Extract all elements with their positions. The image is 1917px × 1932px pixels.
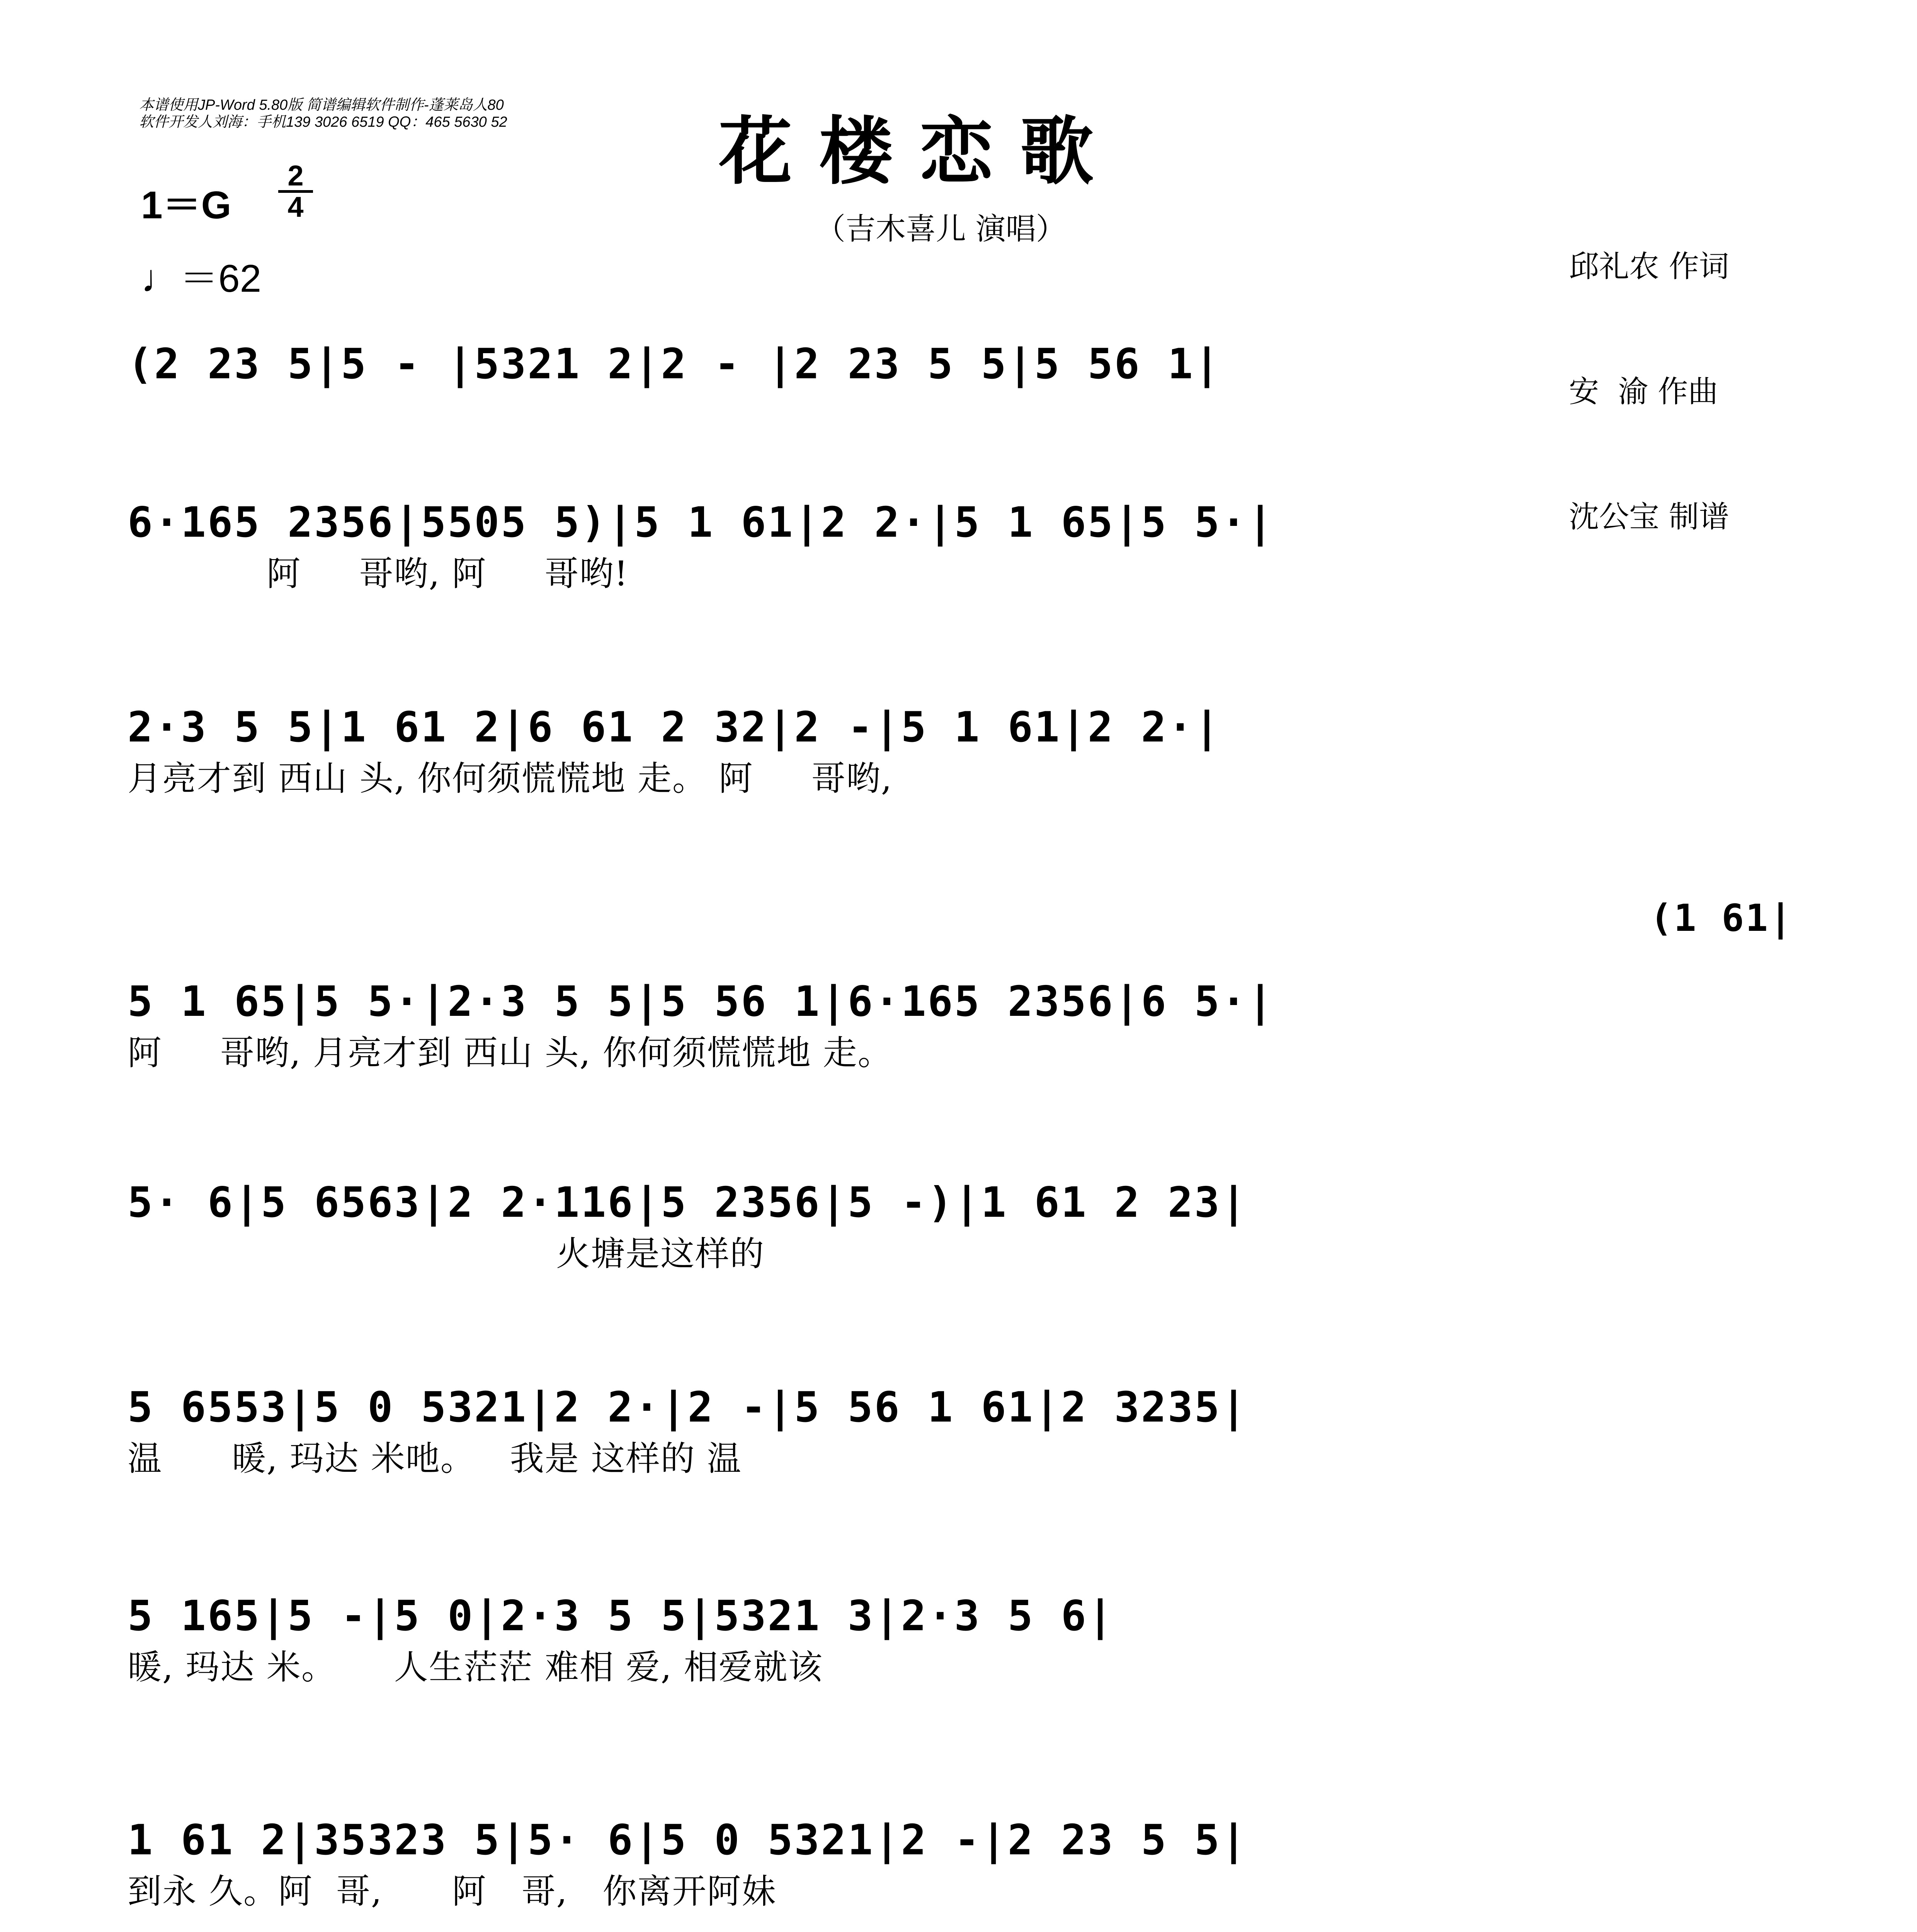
- notes-system-2: 6·165 2356|5505 5)|5 1 61|2 2·|5 1 65|5 5·|: [128, 498, 1274, 547]
- notes-system-3: 2·3 5 5|1 61 2|6 61 2 32|2 -|5 1 61|2 2·|: [128, 703, 1221, 752]
- lyricist-credit: 邱礼农 作词: [1569, 249, 1729, 284]
- system-3: [128, 703, 1789, 800]
- composer-credit: 安 渝 作曲: [1569, 374, 1718, 409]
- system-4: [128, 978, 1789, 1075]
- notes-system-8: 1 61 2|35323 5|5· 6|5 0 5321|2 -|2 23 5 5|: [128, 1816, 1248, 1864]
- system-8: [128, 1816, 1789, 1913]
- notes-system-4: 5 1 65|5 5·|2·3 5 5|5 56 1|6·165 2356|6 5·|: [128, 978, 1274, 1026]
- lyrics-system-2: 阿 哥哟, 阿 哥哟!: [128, 554, 629, 594]
- lyrics-system-7: 暖, 玛达 米。 人生茫茫 难相 爱, 相爱就该: [128, 1647, 823, 1687]
- lyrics-system-8: 到永 久。阿 哥, 阿 哥, 你离开阿妹: [128, 1871, 777, 1911]
- lyrics-system-5: 火塘是这样的: [128, 1234, 765, 1274]
- transcriber-credit: 沈公宝 制谱: [1569, 500, 1729, 534]
- lyrics-system-4: 阿 哥哟, 月亮才到 西山 头, 你何须慌慌地 走。: [128, 1033, 893, 1073]
- system-6: [128, 1383, 1789, 1480]
- interlude-cue: (1 61|: [1650, 896, 1793, 940]
- tempo-marking: ♩＝62: [141, 257, 262, 300]
- software-note-line1: 本谱使用JP-Word 5.80版 简谱编辑软件制作-蓬莱岛人80: [139, 97, 504, 113]
- song-title: 花楼恋歌: [719, 108, 1121, 194]
- notes-system-6: 5 6553|5 0 5321|2 2·|2 -|5 56 1 61|2 3235|: [128, 1383, 1248, 1432]
- song-subtitle: （吉木喜儿 演唱）: [815, 212, 1066, 247]
- software-note-line2: 软件开发人刘海：手机139 3026 6519 QQ：465 5630 52: [139, 114, 507, 130]
- lyrics-system-6: 温 暖, 玛达 米吔。 我是 这样的 温: [128, 1439, 742, 1478]
- system-7: [128, 1592, 1789, 1689]
- software-note: [139, 97, 507, 131]
- notes-system-7: 5 165|5 -|5 0|2·3 5 5|5321 3|2·3 5 6|: [128, 1592, 1114, 1640]
- notes-system-1: (2 23 5|5 - |5321 2|2 - |2 23 5 5|5 56 1|: [128, 340, 1221, 388]
- notes-system-5: 5· 6|5 6563|2 2·116|5 2356|5 -)|1 61 2 23|: [128, 1179, 1248, 1227]
- time-signature-bottom: 4: [287, 191, 304, 223]
- lyrics-system-3: 月亮才到 西山 头, 你何须慌慌地 走。 阿 哥哟,: [128, 759, 893, 798]
- time-signature: [278, 162, 313, 221]
- system-2: [128, 498, 1789, 595]
- system-1: [128, 340, 1789, 388]
- time-signature-top: 2: [287, 160, 304, 192]
- system-5: [128, 1179, 1789, 1276]
- key-signature: 1＝G: [141, 184, 231, 227]
